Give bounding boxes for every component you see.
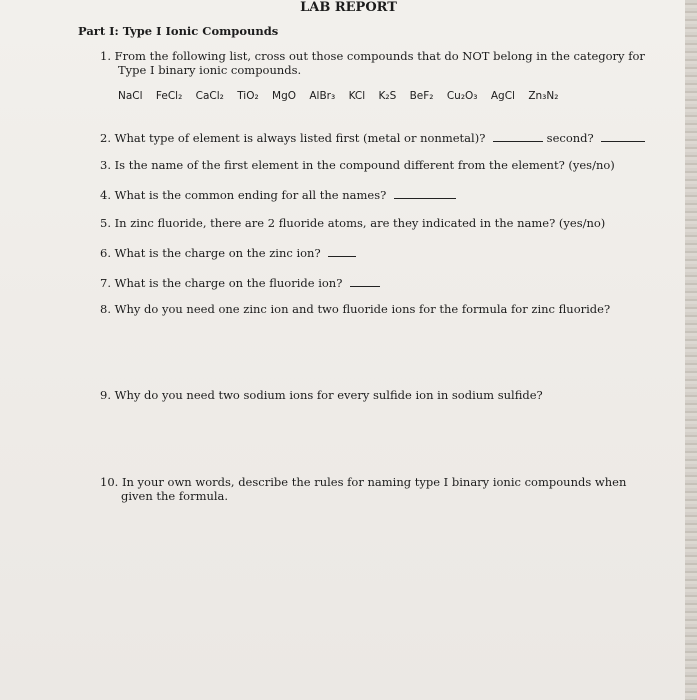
question-9: 9. Why do you need two sodium ions for every sulfide ion in sodium sulfide? — [100, 388, 543, 402]
answer-blank-first[interactable] — [493, 140, 543, 142]
compound-formula: K₂S — [378, 90, 397, 102]
question-7-text: 7. What is the charge on the fluoride ion? — [100, 276, 343, 290]
question-7 — [100, 276, 380, 290]
compound-formula: Zn₃N₂ — [528, 90, 559, 102]
page-title: LAB REPORT — [300, 0, 397, 15]
question-2 — [100, 131, 645, 145]
page-edge — [685, 0, 697, 700]
compound-formula: MgO — [272, 90, 297, 102]
compound-formula: AlBr₃ — [309, 90, 336, 102]
compound-formula: KCl — [348, 90, 366, 102]
question-1-line-2: Type I binary ionic compounds. — [118, 63, 302, 77]
question-2-text: 2. What type of element is always listed first (metal or nonmetal)? — [100, 131, 486, 145]
question-10-line-1: 10. In your own words, describe the rules for naming type I binary ionic compounds when — [100, 475, 627, 489]
compound-list — [118, 90, 568, 102]
question-3: 3. Is the name of the first element in the compound different from the element? (yes/no) — [100, 158, 615, 172]
compound-formula: AgCl — [490, 90, 515, 102]
compound-formula: CaCl₂ — [195, 90, 224, 102]
part-heading: Part I: Type I Ionic Compounds — [78, 24, 279, 38]
question-5: 5. In zinc fluoride, there are 2 fluoride atoms, are they indicated in the name? (yes/no) — [100, 216, 606, 230]
question-2-second: second? — [546, 131, 594, 145]
answer-blank-zinc-charge[interactable] — [328, 255, 356, 257]
question-4 — [100, 188, 456, 202]
compound-formula: Cu₂O₃ — [446, 90, 478, 102]
question-6 — [100, 246, 356, 260]
compound-formula: BeF₂ — [409, 90, 434, 102]
question-10-line-2: given the formula. — [121, 489, 229, 503]
question-4-text: 4. What is the common ending for all the names? — [100, 188, 387, 202]
compound-formula: NaCl — [118, 90, 143, 102]
question-6-text: 6. What is the charge on the zinc ion? — [100, 246, 321, 260]
question-8: 8. Why do you need one zinc ion and two fluoride ions for the formula for zinc fluoride? — [100, 302, 611, 316]
answer-blank-ending[interactable] — [394, 197, 456, 199]
compound-formula: FeCl₂ — [155, 90, 183, 102]
question-1-line-1: 1. From the following list, cross out those compounds that do NOT belong in the category for — [100, 49, 645, 63]
answer-blank-second[interactable] — [601, 140, 645, 142]
compound-formula: TiO₂ — [237, 90, 259, 102]
answer-blank-fluoride-charge[interactable] — [350, 285, 380, 287]
